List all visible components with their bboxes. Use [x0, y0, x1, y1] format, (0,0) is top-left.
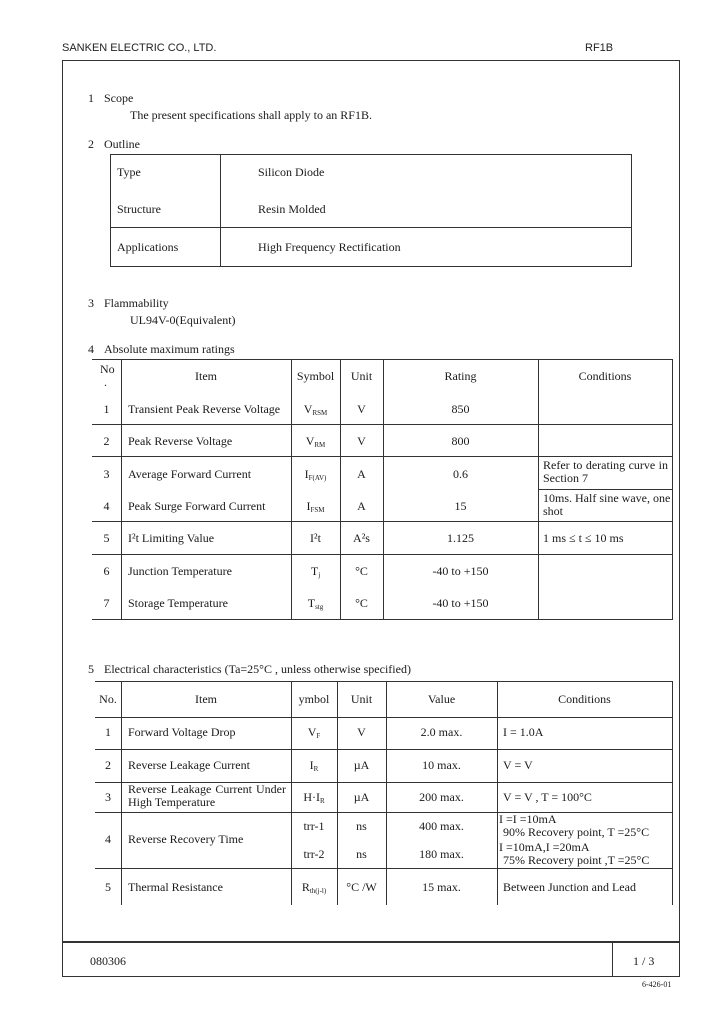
- abs-header-symbol: Symbol: [296, 369, 335, 383]
- abs-row-unit: A: [357, 499, 366, 513]
- elec-row-unit: µA: [353, 790, 370, 804]
- outline-structure-value: Resin Molded: [258, 202, 326, 216]
- elec-row-conditions: I =I =10mA: [499, 812, 557, 826]
- elec-row-no: 3: [105, 790, 111, 804]
- elec-row-symbol: $V_F$: [307, 725, 321, 740]
- flammability-text: UL94V-0(Equivalent): [130, 313, 236, 327]
- elec-row-value: 200 max.: [419, 790, 464, 804]
- outline-type-value: Silicon Diode: [258, 165, 325, 179]
- section-outline-title: 2 Outline: [88, 137, 140, 151]
- abs-row-conditions: Refer to derating curve in Section 7: [543, 458, 668, 485]
- elec-row-item: Reverse Leakage Current: [128, 758, 250, 772]
- elec-row-conditions: V = V , T = 100°C: [503, 790, 592, 804]
- company-name: SANKEN ELECTRIC CO., LTD.: [62, 42, 217, 54]
- elec-row-value: 15 max.: [422, 880, 461, 894]
- footer-code: 6-426-01: [642, 980, 672, 989]
- abs-row-item: Storage Temperature: [128, 596, 228, 610]
- abs-row-no: 7: [103, 596, 110, 610]
- section-abs-max-title: 4 Absolute maximum ratings: [88, 342, 235, 356]
- abs-row-rating: 15: [454, 499, 467, 513]
- section-electrical-title: 5 Electrical characteristics (Ta=25°C , unless otherwise specified): [88, 662, 411, 676]
- abs-row-item: Average Forward Current: [128, 467, 252, 481]
- footer-date: 080306: [90, 954, 126, 968]
- elec-row-no: 5: [105, 880, 111, 894]
- abs-row-no: 6: [103, 564, 110, 578]
- elec-row-symbol: $H\cdot I_R$: [303, 790, 325, 805]
- abs-row-no: 5: [103, 531, 110, 545]
- elec-row-unit: ns: [356, 819, 367, 833]
- elec-row-conditions: V = V: [503, 758, 533, 772]
- outline-type-label: Type: [117, 165, 141, 179]
- elec-row-conditions: 90% Recovery point, T =25°C: [503, 825, 650, 839]
- abs-row-conditions: 10ms. Half sine wave, one shot: [543, 491, 671, 518]
- elec-row-item: Forward Voltage Drop: [128, 725, 236, 739]
- abs-row-symbol: $V_{RSM}$: [303, 402, 328, 417]
- elec-row-item: Reverse Leakage Current Under High Temperature: [128, 782, 286, 809]
- abs-row-unit: A: [357, 467, 366, 481]
- abs-row-item: Transient Peak Reverse Voltage: [128, 402, 281, 416]
- abs-row-no: 3: [103, 467, 110, 481]
- abs-row-unit: °C: [355, 596, 368, 610]
- abs-row-unit: V: [357, 402, 366, 416]
- abs-row-rating: -40 to +150: [432, 564, 489, 578]
- outline-applications-label: Applications: [117, 240, 179, 254]
- elec-header-unit: Unit: [350, 692, 373, 706]
- abs-row-no: 1: [103, 402, 110, 416]
- elec-row-item: Thermal Resistance: [128, 880, 223, 894]
- abs-row-symbol: $T_j$: [310, 564, 321, 579]
- abs-row-item: Peak Surge Forward Current: [128, 499, 266, 513]
- elec-row-value: 2.0 max.: [420, 725, 463, 739]
- abs-row-rating: 850: [451, 402, 470, 416]
- abs-row-item: I²t Limiting Value: [128, 531, 215, 545]
- abs-row-no: 4: [103, 499, 110, 513]
- abs-header-rating: Rating: [444, 369, 477, 383]
- section-scope-title: 1 Scope: [88, 91, 134, 105]
- elec-row-value: 10 max.: [422, 758, 461, 772]
- elec-row-symbol: $R_{th(j-l)}$: [301, 880, 327, 895]
- abs-row-symbol: $T_{stg}$: [307, 596, 324, 611]
- outline-structure-label: Structure: [117, 202, 161, 216]
- elec-row-no: 2: [105, 758, 111, 772]
- abs-row-rating: -40 to +150: [432, 596, 489, 610]
- elec-row-no: 1: [105, 725, 111, 739]
- elec-row-item: Reverse Recovery Time: [128, 832, 244, 846]
- elec-row-conditions: 75% Recovery point ,T =25°C: [503, 853, 650, 867]
- abs-header-no-dot: .: [104, 375, 107, 389]
- scope-text: The present specifications shall apply to an RF1B.: [130, 108, 372, 122]
- elec-row-conditions: I =10mA,I =20mA: [499, 840, 590, 854]
- elec-header-conditions: Conditions: [558, 692, 611, 706]
- elec-row-value: 400 max.: [419, 819, 464, 833]
- elec-row-unit: µA: [353, 758, 370, 772]
- elec-row-conditions: Between Junction and Lead: [503, 880, 636, 894]
- part-number: RF1B: [585, 42, 614, 54]
- elec-row-symbol: $I_R$: [309, 758, 319, 773]
- abs-row-item: Junction Temperature: [128, 564, 232, 578]
- elec-row-symbol: trr-1: [303, 819, 325, 833]
- footer-page: 1 / 3: [633, 954, 655, 968]
- abs-row-item: Peak Reverse Voltage: [128, 434, 233, 448]
- abs-row-symbol: I²t: [310, 531, 321, 545]
- abs-row-unit: V: [357, 434, 366, 448]
- elec-row-conditions: I = 1.0A: [503, 725, 544, 739]
- abs-header-item: Item: [195, 369, 217, 383]
- elec-header-no: No.: [99, 692, 117, 706]
- abs-row-rating: 1.125: [447, 531, 474, 545]
- abs-row-rating: 800: [451, 434, 470, 448]
- abs-header-unit: Unit: [350, 369, 373, 383]
- abs-row-rating: 0.6: [453, 467, 468, 481]
- abs-row-symbol: $V_{RM}$: [305, 434, 326, 449]
- elec-row-unit: V: [357, 725, 366, 739]
- elec-row-value: 180 max.: [419, 847, 464, 861]
- abs-row-no: 2: [103, 434, 110, 448]
- outline-applications-value: High Frequency Rectification: [258, 240, 401, 254]
- abs-header-conditions: Conditions: [578, 369, 632, 383]
- abs-row-symbol: $I_{FSM}$: [306, 499, 325, 514]
- elec-header-symbol: ymbol: [298, 692, 330, 706]
- elec-row-unit: ns: [356, 847, 367, 861]
- abs-header-no: No: [100, 362, 115, 376]
- section-flammability-title: 3 Flammability: [88, 296, 169, 310]
- abs-row-unit: °C: [355, 564, 368, 578]
- abs-row-symbol: $I_{F(AV)}$: [304, 467, 327, 482]
- elec-row-symbol: trr-2: [303, 847, 325, 861]
- elec-row-no: 4: [105, 832, 111, 846]
- abs-row-unit: A²s: [353, 531, 370, 545]
- abs-row-conditions: 1 ms ≤ t ≤ 10 ms: [543, 531, 624, 545]
- elec-header-item: Item: [195, 692, 217, 706]
- elec-header-value: Value: [427, 692, 456, 706]
- elec-row-unit: °C /W: [346, 880, 377, 894]
